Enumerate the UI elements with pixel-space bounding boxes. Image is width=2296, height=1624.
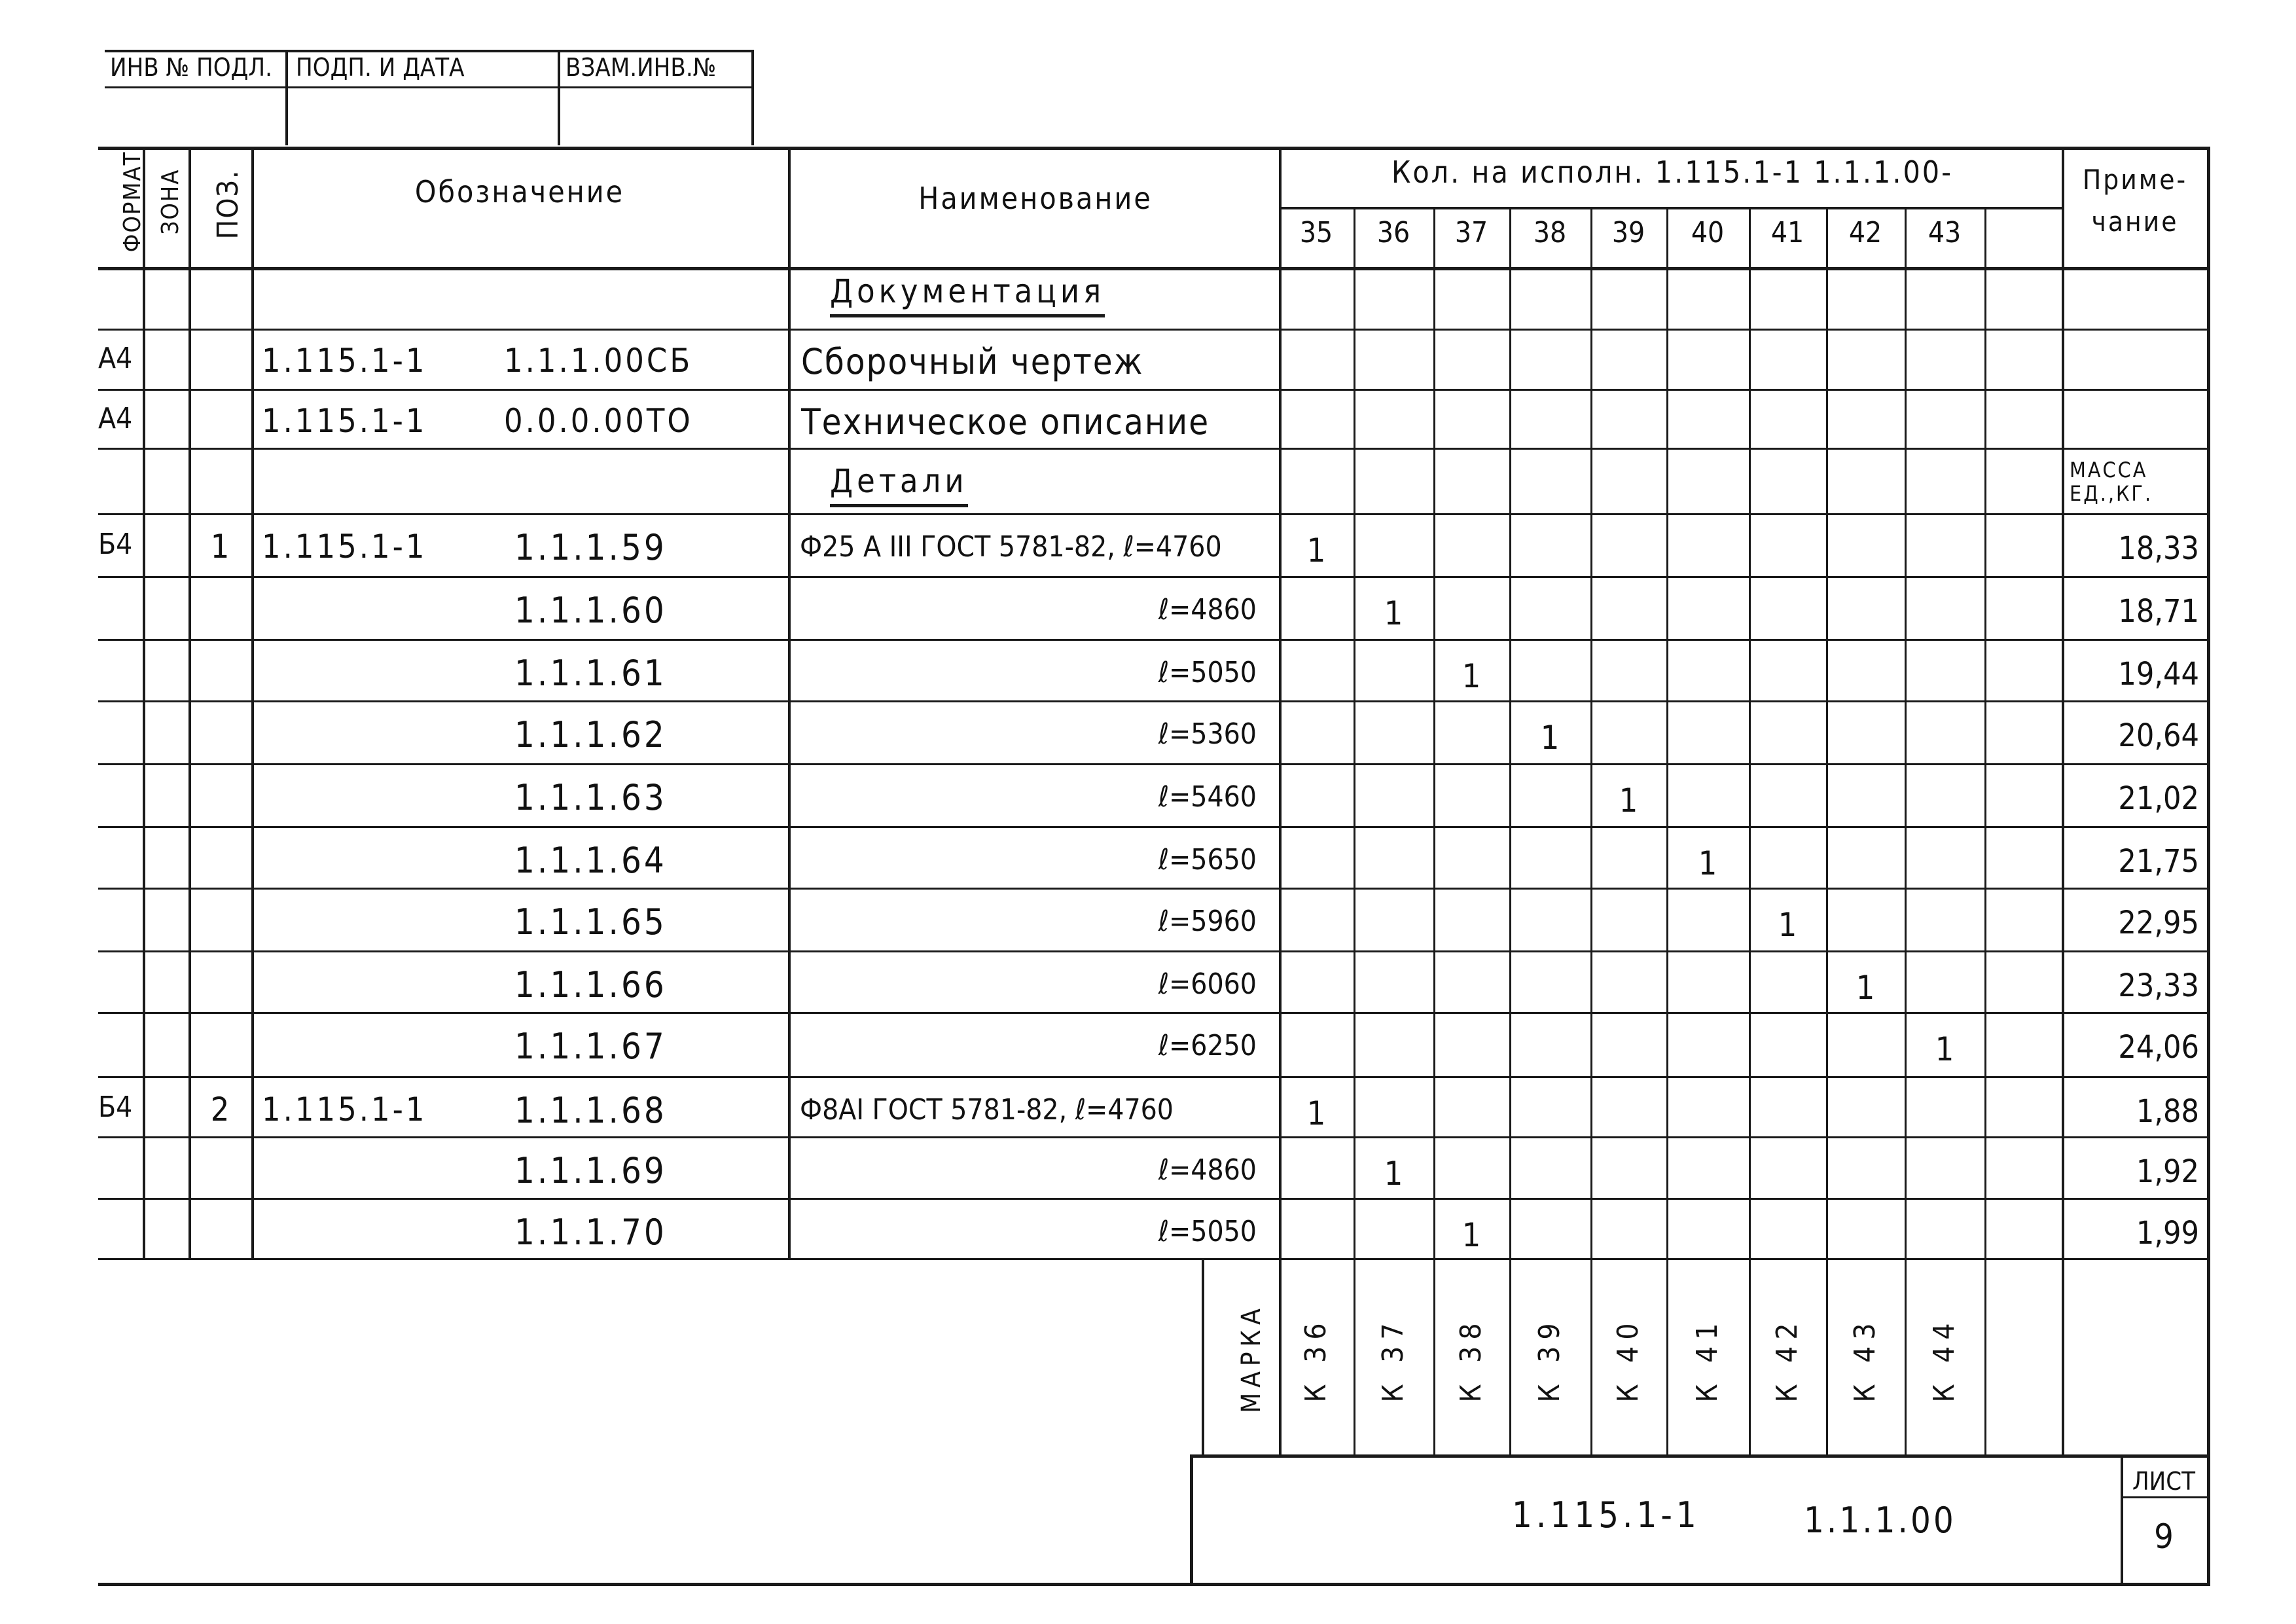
detail-row-format: Б4 (98, 1091, 133, 1124)
table-top-line (98, 147, 2207, 150)
detail-row-mass: 18,71 (2118, 593, 2199, 630)
marka-value: К 39 (1533, 1316, 1566, 1403)
variant-header: 37 (1454, 216, 1488, 249)
marka-value: К 37 (1376, 1316, 1410, 1403)
detail-row-qty: 1 (1856, 969, 1875, 1007)
doc-row-format: А4 (98, 342, 133, 375)
detail-row-name: Ф25 А III ГОСТ 5781-82, ℓ=4760 (800, 530, 1222, 564)
row-line (98, 888, 2207, 890)
detail-row-name: ℓ=5050 (1158, 1215, 1257, 1248)
marka-value: К 41 (1691, 1316, 1724, 1403)
detail-row-code: 1.1.1.66 (514, 964, 667, 1005)
variant-header: 40 (1691, 216, 1725, 249)
marka-value: К 38 (1454, 1316, 1488, 1403)
header-format: ФОРМАТ (119, 151, 146, 253)
row-line (98, 763, 2207, 765)
column-line (251, 147, 254, 1258)
header-poz: ПОЗ. (211, 169, 245, 240)
detail-row-name: Ф8АI ГОСТ 5781-82, ℓ=4760 (800, 1093, 1174, 1127)
detail-row-name: ℓ=5050 (1158, 656, 1257, 689)
detail-row-qty: 1 (1462, 1216, 1481, 1254)
marka-value: К 42 (1770, 1316, 1804, 1403)
row-line (98, 1136, 2207, 1138)
detail-row-name: ℓ=6060 (1158, 967, 1257, 1001)
variant-column-line (1590, 207, 1592, 1454)
row-line (98, 513, 2207, 515)
variant-header: 41 (1770, 216, 1804, 249)
row-line (98, 950, 2207, 952)
sheet-label: ЛИСТ (2132, 1467, 2196, 1496)
column-line (188, 147, 191, 1258)
stamp-divider (751, 50, 754, 145)
header-primechanie-1: Приме- (2082, 164, 2188, 196)
title-block-top (1190, 1454, 2210, 1458)
variant-column-line (1826, 207, 1828, 1454)
detail-row-mass: 18,33 (2118, 530, 2199, 567)
detail-row-mass: 23,33 (2118, 967, 2199, 1004)
detail-row-qty: 1 (1306, 1094, 1326, 1132)
stamp-inv-podl: ИНВ № ПОДЛ. (110, 53, 272, 82)
marka-left-line (1202, 1258, 1204, 1454)
detail-row-code: 1.1.1.69 (514, 1150, 667, 1191)
detail-row-code: 1.1.1.68 (514, 1090, 667, 1131)
detail-row-qty: 1 (1619, 782, 1638, 820)
detail-row-name: ℓ=5360 (1158, 717, 1257, 751)
detail-row-mass: 1,92 (2136, 1153, 2199, 1190)
detail-row-qty: 1 (1935, 1030, 1954, 1068)
section-details: Детали (830, 465, 968, 497)
detail-row-name: ℓ=5460 (1158, 780, 1257, 814)
mass-note: МАССА ЕД.,КГ. (2070, 458, 2153, 506)
detail-row-name: ℓ=4860 (1158, 593, 1257, 626)
column-line (1279, 147, 1282, 1258)
row-line (98, 1012, 2207, 1014)
detail-row-code: 1.1.1.67 (514, 1026, 667, 1067)
stamp-vzam-inv: ВЗАМ.ИНВ.№ (565, 53, 717, 82)
row-line (98, 1258, 2207, 1260)
marka-col-line (1279, 1258, 1282, 1454)
detail-row-code: 1.1.1.62 (514, 714, 667, 755)
detail-row-qty: 1 (1462, 657, 1481, 695)
detail-row-qty: 1 (1698, 844, 1717, 882)
row-line (98, 267, 2207, 270)
detail-row-pos: 1 (210, 528, 230, 566)
detail-row-qty: 1 (1540, 719, 1560, 757)
marka-right-col (2062, 1258, 2064, 1454)
row-line (98, 826, 2207, 828)
variant-column-line (1905, 207, 1907, 1454)
title-code: 1.1.1.00 (1804, 1500, 1956, 1541)
row-line (98, 389, 2207, 391)
stamp-mid-line (105, 86, 753, 88)
detail-row-name: ℓ=6250 (1158, 1029, 1257, 1062)
row-line (98, 700, 2207, 702)
sheet-label-line (2121, 1496, 2207, 1498)
header-split-line (1279, 207, 2062, 209)
detail-row-mass: 1,88 (2136, 1093, 2199, 1130)
variant-header: 38 (1533, 216, 1567, 249)
detail-row-series: 1.115.1-1 (262, 1091, 427, 1128)
header-primechanie-2: чание (2091, 206, 2179, 238)
stamp-divider (558, 50, 560, 145)
row-line (98, 639, 2207, 641)
detail-row-qty: 1 (1778, 906, 1797, 944)
doc-row-code: 0.0.0.00ТО (504, 402, 693, 440)
variant-column-line (1509, 207, 1511, 1454)
detail-row-qty: 1 (1306, 532, 1326, 569)
header-kol-title: Кол. на исполн. 1.115.1-1 1.1.1.00- (1391, 154, 1954, 190)
table-right-line (2207, 147, 2210, 1585)
detail-row-code: 1.1.1.65 (514, 901, 667, 943)
header-zona: ЗОНА (157, 168, 184, 235)
detail-row-code: 1.1.1.61 (514, 653, 667, 694)
doc-row-format: А4 (98, 402, 133, 435)
variant-header: 42 (1848, 216, 1882, 249)
variant-column-line (1984, 207, 1986, 1454)
variant-header: 36 (1376, 216, 1410, 249)
row-line (98, 1076, 2207, 1078)
title-series: 1.115.1-1 (1512, 1494, 1700, 1536)
row-line (98, 576, 2207, 578)
column-line (143, 147, 145, 1258)
detail-row-mass: 20,64 (2118, 717, 2199, 754)
detail-row-code: 1.1.1.63 (514, 777, 667, 818)
sheet-bottom-line (98, 1583, 2210, 1586)
variant-column-line (1666, 207, 1668, 1454)
detail-row-code: 1.1.1.60 (514, 590, 667, 631)
marka-value: К 36 (1299, 1316, 1333, 1403)
sheet-number: 9 (2154, 1517, 2174, 1557)
detail-row-series: 1.115.1-1 (262, 528, 427, 566)
detail-row-name: ℓ=4860 (1158, 1153, 1257, 1187)
marka-value: К 44 (1928, 1316, 1961, 1403)
row-line (98, 329, 2207, 331)
detail-row-code: 1.1.1.59 (514, 527, 667, 568)
doc-row-series: 1.115.1-1 (262, 342, 427, 380)
detail-row-mass: 1,99 (2136, 1215, 2199, 1252)
variant-header: 35 (1299, 216, 1333, 249)
detail-row-mass: 22,95 (2118, 905, 2199, 941)
variant-header: 39 (1611, 216, 1645, 249)
doc-row-code: 1.1.1.00СБ (504, 342, 693, 380)
doc-row-series: 1.115.1-1 (262, 402, 427, 440)
detail-row-mass: 19,44 (2118, 656, 2199, 693)
column-line (788, 147, 791, 1258)
marka-label: МАРКА (1236, 1303, 1266, 1413)
marka-value: К 40 (1611, 1316, 1645, 1403)
detail-row-mass: 24,06 (2118, 1029, 2199, 1066)
variant-header: 43 (1928, 216, 1962, 249)
detail-row-mass: 21,02 (2118, 780, 2199, 817)
column-line (2062, 147, 2064, 1258)
section-documentation: Документация (830, 275, 1105, 308)
detail-row-code: 1.1.1.64 (514, 840, 667, 881)
marka-value: К 43 (1848, 1316, 1882, 1403)
variant-column-line (1749, 207, 1751, 1454)
detail-row-pos: 2 (210, 1091, 230, 1128)
row-line (98, 448, 2207, 450)
row-line (98, 1198, 2207, 1200)
header-naimenovanie: Наименование (918, 181, 1153, 216)
variant-column-line (1433, 207, 1435, 1454)
detail-row-qty: 1 (1384, 1155, 1403, 1193)
header-oboznachenie: Обозначение (414, 174, 625, 209)
variant-column-line (1354, 207, 1355, 1454)
stamp-podp-data: ПОДП. И ДАТА (296, 53, 465, 82)
stamp-top-line (105, 50, 753, 52)
title-block-left (1190, 1454, 1193, 1585)
doc-row-name: Сборочный чертеж (801, 341, 1144, 382)
stamp-divider (285, 50, 288, 145)
detail-row-qty: 1 (1384, 594, 1403, 632)
detail-row-format: Б4 (98, 528, 133, 561)
detail-row-name: ℓ=5650 (1158, 843, 1257, 876)
detail-row-name: ℓ=5960 (1158, 905, 1257, 938)
detail-row-mass: 21,75 (2118, 843, 2199, 880)
detail-row-code: 1.1.1.70 (514, 1212, 667, 1253)
doc-row-name: Техническое описание (801, 401, 1210, 442)
